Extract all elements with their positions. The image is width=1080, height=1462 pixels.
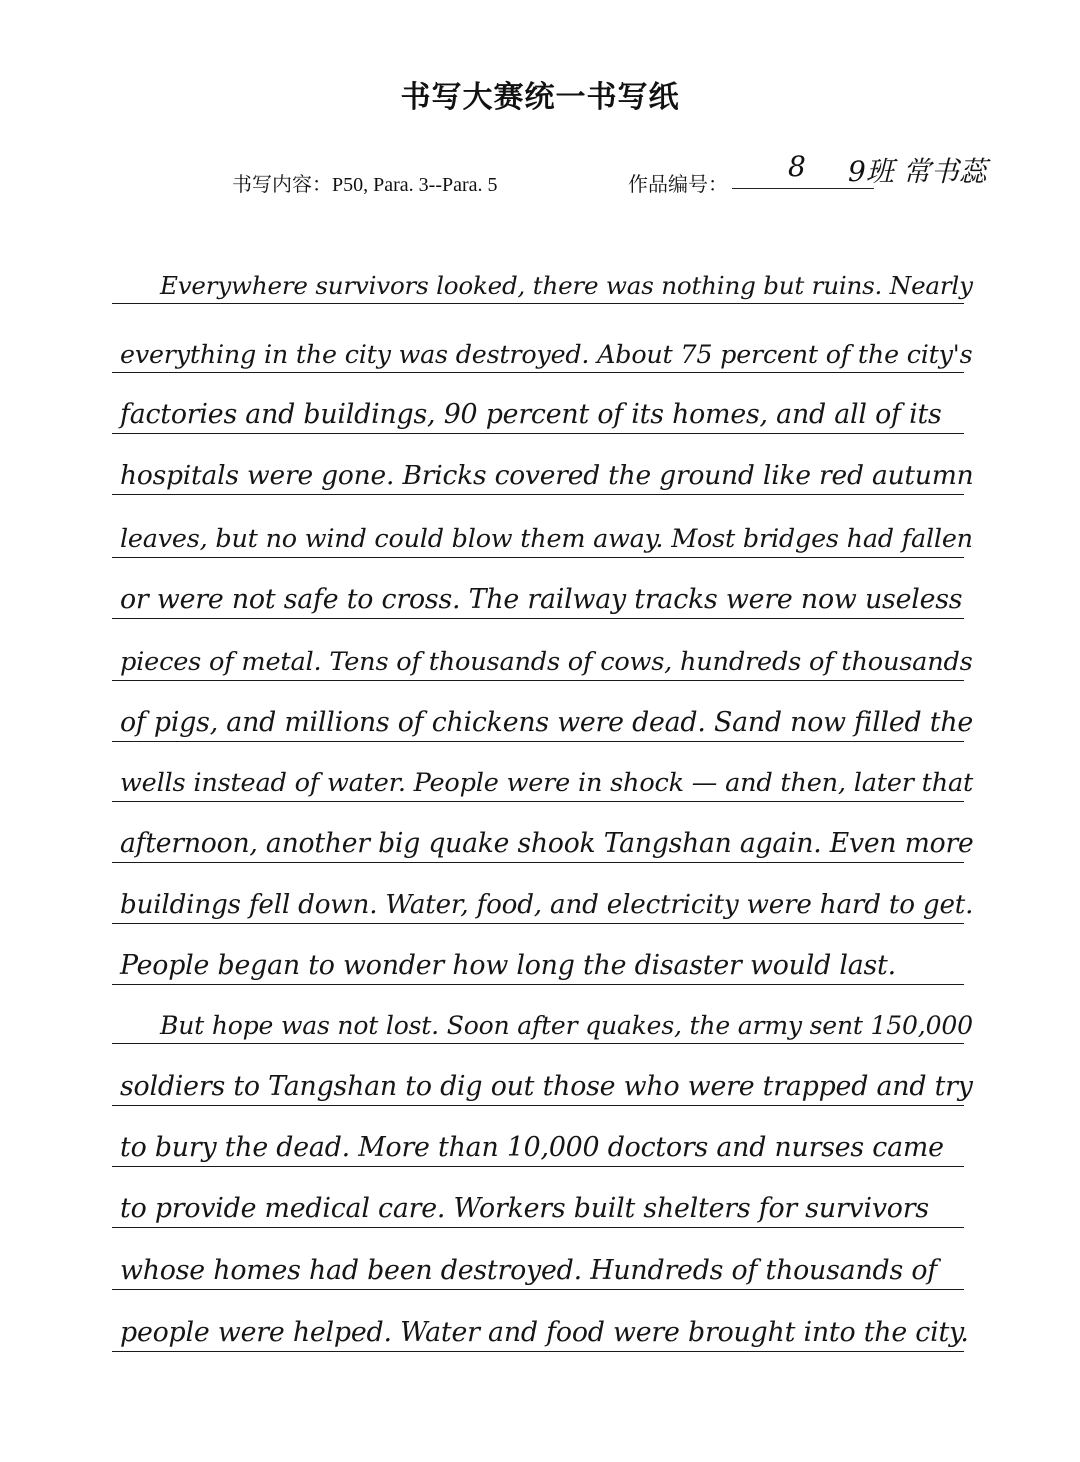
content-label: 书写内容： bbox=[232, 172, 332, 196]
writing-line bbox=[112, 984, 973, 1044]
ruled-line bbox=[112, 801, 964, 802]
writing-line bbox=[112, 803, 974, 863]
writing-line bbox=[112, 374, 964, 434]
writing-line bbox=[112, 244, 973, 304]
writing-line bbox=[112, 864, 974, 924]
handwritten-text: soldiers to Tangshan to dig out those who were trapped and try bbox=[120, 1071, 973, 1102]
content-value: P50, Para. 3--Para. 5 bbox=[332, 174, 498, 196]
handwritten-text: everything in the city was destroyed. About 75 percent of the city's bbox=[120, 339, 973, 369]
ruled-line bbox=[112, 433, 964, 434]
writing-line bbox=[112, 1168, 964, 1228]
handwritten-text: to provide medical care. Workers built shelters for survivors bbox=[120, 1193, 929, 1224]
entry-number-field bbox=[732, 152, 992, 192]
content-field bbox=[232, 168, 498, 197]
writing-line bbox=[112, 313, 973, 373]
handwritten-text: But hope was not lost. Soon after quakes, the army sent 150,000 bbox=[160, 1011, 973, 1040]
writing-line bbox=[112, 742, 974, 802]
writing-line bbox=[112, 1046, 973, 1106]
handwritten-text: hospitals were gone. Bricks covered the ground like red autumn bbox=[120, 460, 974, 491]
ruled-line bbox=[112, 372, 964, 373]
sheet-title: 书写大赛统一书写纸 bbox=[400, 80, 680, 115]
ruled-line bbox=[112, 923, 964, 924]
writing-line bbox=[112, 1107, 964, 1167]
ruled-line bbox=[112, 618, 964, 619]
entry-class-name: 9班 常书蕊 bbox=[848, 155, 987, 188]
writing-line bbox=[112, 559, 964, 619]
ruled-line bbox=[112, 1043, 964, 1044]
writing-line bbox=[112, 925, 964, 985]
handwritten-text: to bury the dead. More than 10,000 doctors and nurses came bbox=[120, 1132, 944, 1163]
writing-line bbox=[112, 498, 973, 558]
ruled-line bbox=[112, 494, 964, 495]
ruled-line bbox=[112, 1166, 964, 1167]
sheet-meta-row bbox=[0, 150, 1080, 206]
handwritten-text: wells instead of water. People were in shock — and then, later that bbox=[120, 768, 974, 798]
ruled-line bbox=[112, 1105, 964, 1106]
writing-line bbox=[112, 682, 974, 742]
handwritten-text: People began to wonder how long the disaster would last. bbox=[120, 950, 896, 981]
ruled-line bbox=[112, 303, 964, 304]
handwritten-text: leaves, but no wind could blow them away. Most bridges had fallen bbox=[120, 524, 973, 554]
handwritten-text: people were helped. Water and food were brought into the city. bbox=[120, 1317, 969, 1348]
ruled-line bbox=[112, 862, 964, 863]
handwritten-text: whose homes had been destroyed. Hundreds of thousands of bbox=[120, 1255, 937, 1286]
handwritten-text: pieces of metal. Tens of thousands of cows, hundreds of thousands bbox=[120, 647, 973, 677]
handwritten-text: or were not safe to cross. The railway tracks were now useless bbox=[120, 584, 963, 615]
writing-line bbox=[112, 1230, 964, 1290]
ruled-line bbox=[112, 680, 964, 681]
ruled-line bbox=[112, 1227, 964, 1228]
entry-number-value: 8 bbox=[788, 150, 806, 183]
handwritten-text: factories and buildings, 90 percent of its homes, and all of its bbox=[120, 399, 942, 430]
handwritten-text: of pigs, and millions of chickens were dead. Sand now filled the bbox=[120, 707, 974, 738]
ruled-line bbox=[112, 1289, 964, 1290]
ruled-line bbox=[112, 557, 964, 558]
handwritten-text: afternoon, another big quake shook Tangshan again. Even more bbox=[120, 828, 974, 859]
entry-number-label: 作品编号： bbox=[628, 172, 728, 196]
writing-line bbox=[112, 621, 973, 681]
writing-line bbox=[112, 1292, 969, 1352]
ruled-line bbox=[112, 1351, 964, 1352]
handwritten-text: buildings fell down. Water, food, and electricity were hard to get. bbox=[120, 890, 974, 920]
writing-line bbox=[112, 435, 974, 495]
handwritten-text: Everywhere survivors looked, there was nothing but ruins. Nearly bbox=[160, 271, 973, 300]
